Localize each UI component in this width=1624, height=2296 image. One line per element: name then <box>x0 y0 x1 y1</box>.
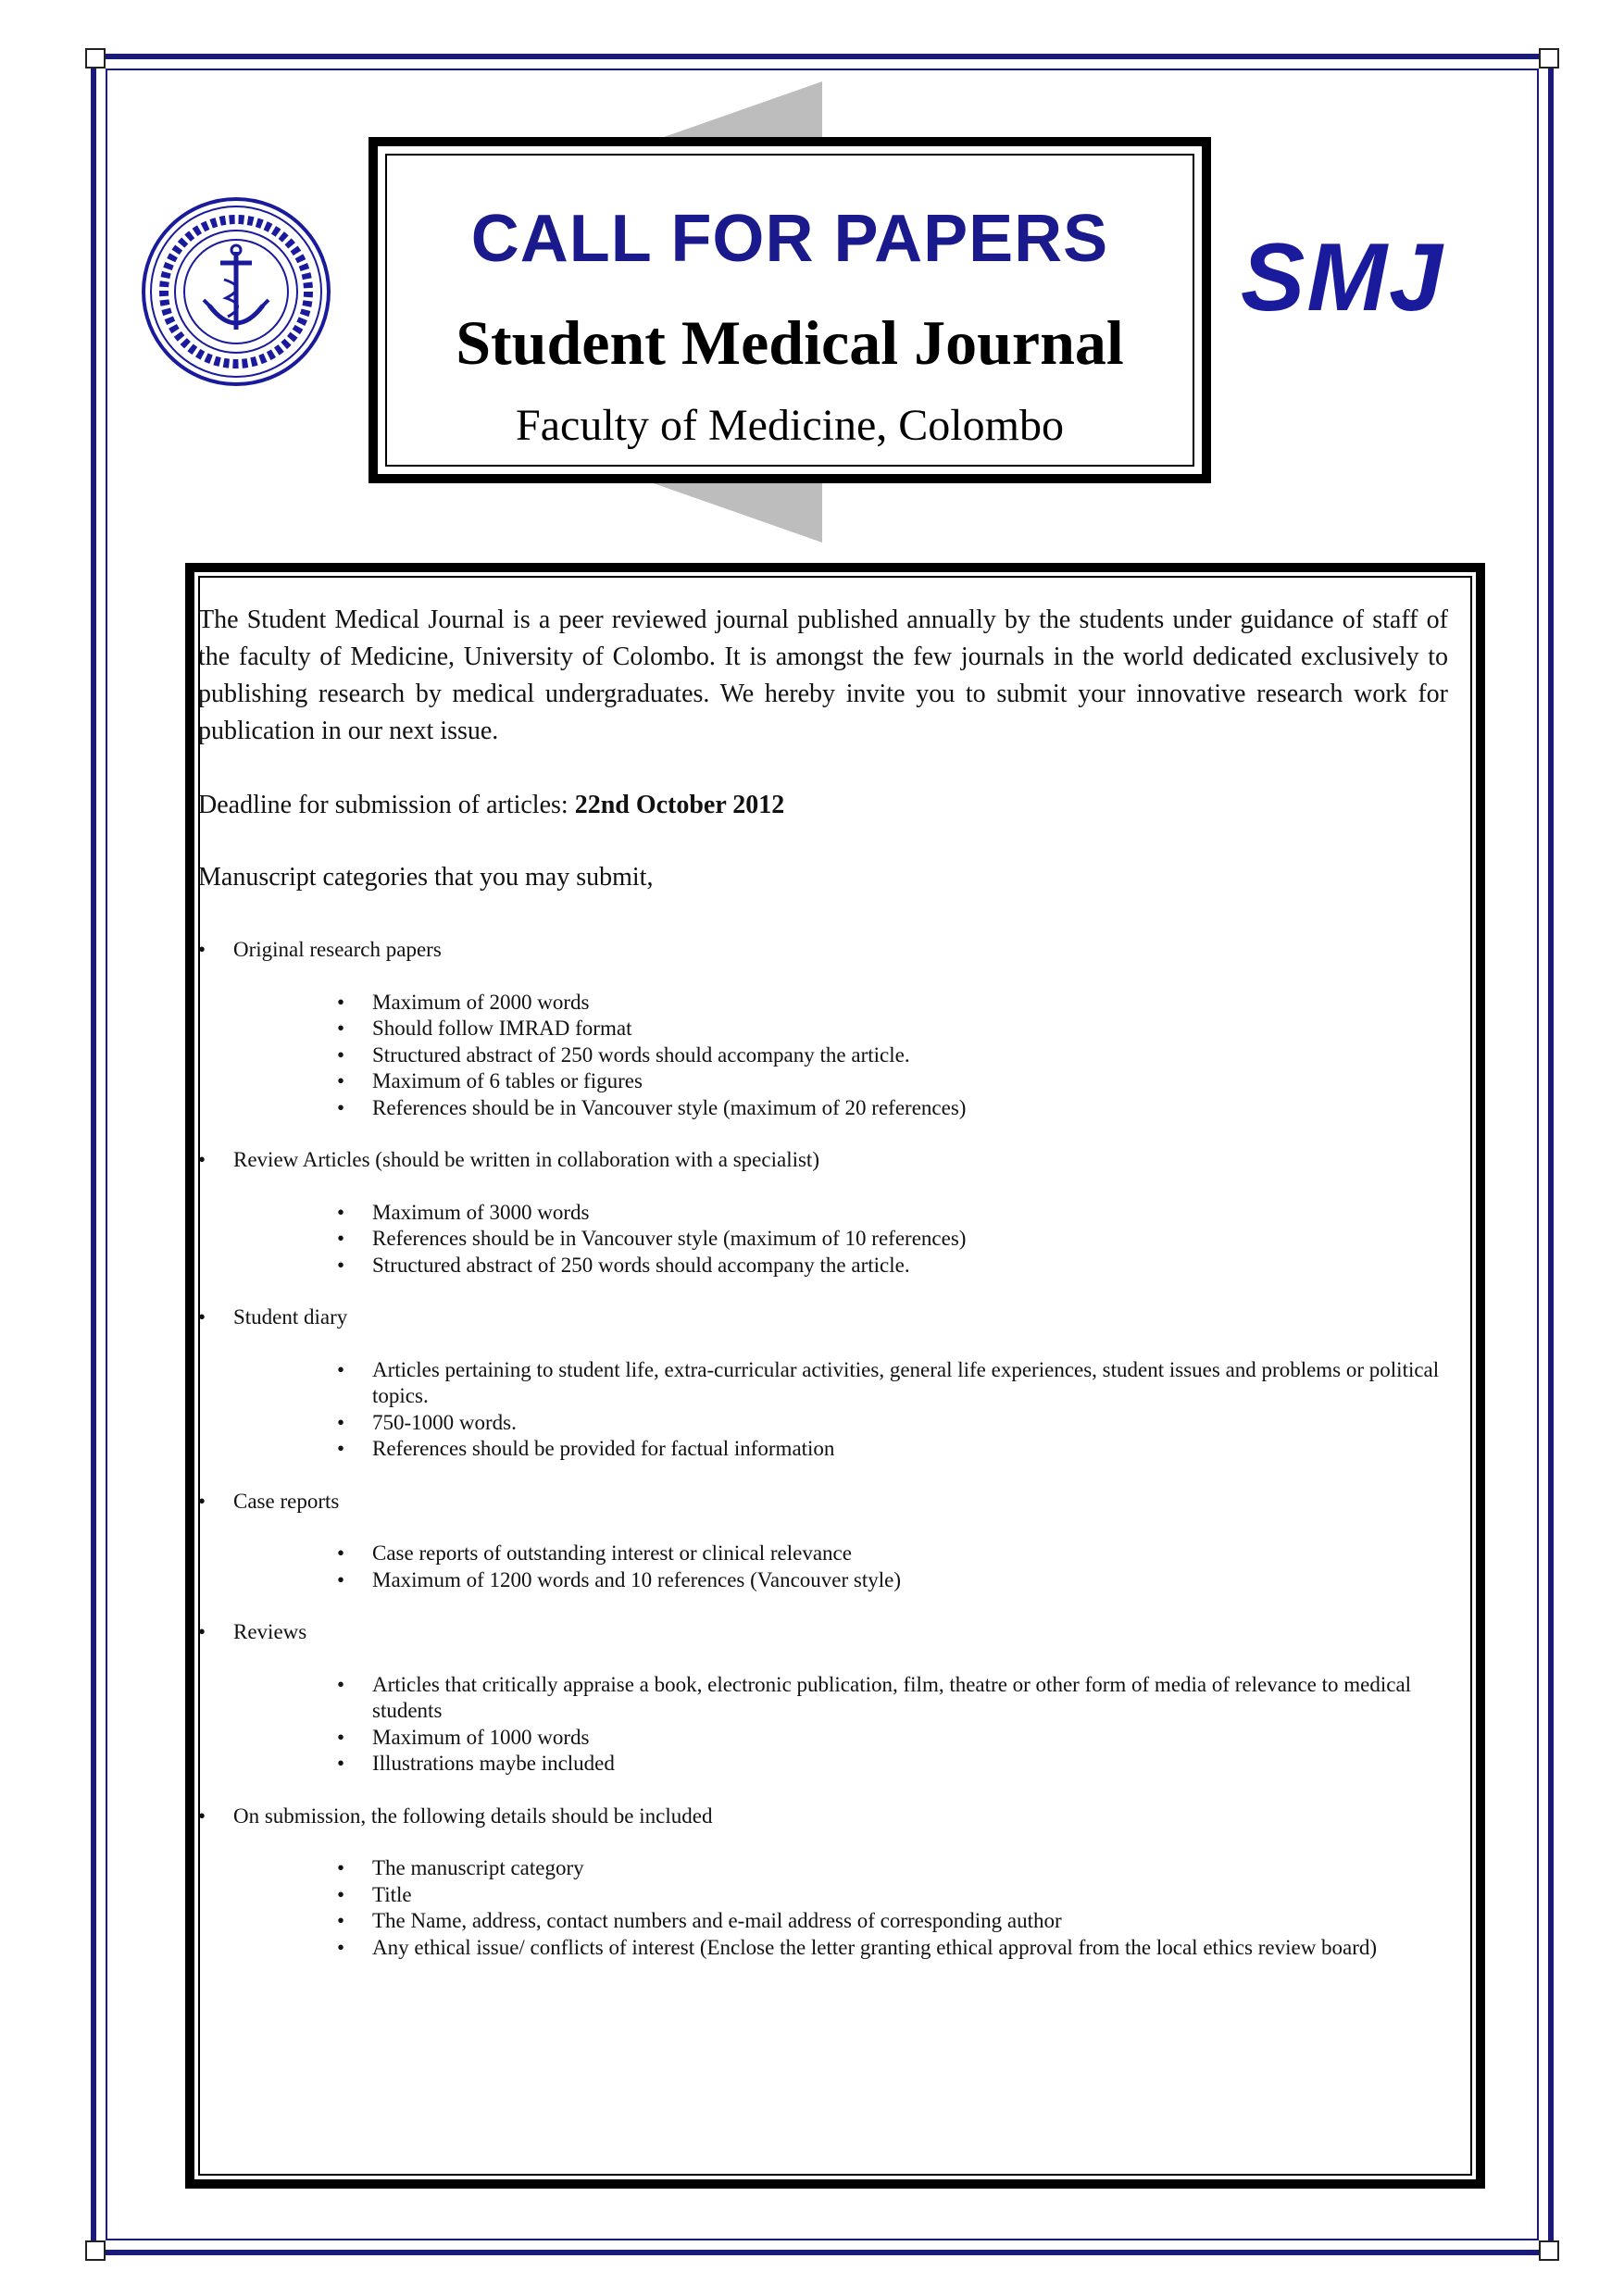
intro-paragraph: The Student Medical Journal is a peer reviewed journal published annually by the students under guidance of staff of the faculty of Medicine, University of Colombo. It is amongst the few journals in the world dedicated exclusively to publishing research by medical undergraduates. We hereby invite you to submit your innovative research work for publication in our next issue. <box>198 605 1448 745</box>
faculty-name: Faculty of Medicine, Colombo <box>516 401 1064 450</box>
category-title: Student diary <box>233 1305 348 1329</box>
category-title: Case reports <box>233 1489 340 1513</box>
category-title: Reviews <box>233 1620 307 1643</box>
list-item: • References should be in Vancouver style (maximum of 10 references) <box>337 1226 1448 1253</box>
list-item <box>198 937 1448 1121</box>
smj-logo: SMJ <box>1241 224 1444 331</box>
list-item: • Any ethical issue/ conflicts of interest (Enclose the letter granting ethical approval from the local ethics review board) <box>337 1935 1448 1962</box>
list-item: • Maximum of 2000 words <box>337 990 1448 1017</box>
decor-triangle-bottom <box>648 481 822 543</box>
list-item: • The manuscript category <box>337 1855 1448 1882</box>
deadline-line <box>198 787 1448 824</box>
list-item <box>198 1619 1448 1778</box>
list-item: • Maximum of 6 tables or figures <box>337 1068 1448 1095</box>
list-item: • Structured abstract of 250 words should accompany the article. <box>337 1253 1448 1279</box>
list-item: • Structured abstract of 250 words should accompany the article. <box>337 1042 1448 1069</box>
list-item: • The Name, address, contact numbers and e-mail address of corresponding author <box>337 1908 1448 1935</box>
corner-ornament <box>1539 2240 1559 2261</box>
corner-ornament <box>85 48 106 69</box>
deadline-date: 22nd October 2012 <box>574 791 785 819</box>
list-item: • Title <box>337 1882 1448 1909</box>
list-item: • References should be provided for factual information <box>337 1436 1448 1463</box>
list-item <box>198 1304 1448 1463</box>
deadline-label: Deadline for submission of articles: <box>198 791 575 819</box>
decor-triangle-top <box>648 81 822 143</box>
page-title: CALL FOR PAPERS <box>470 202 1109 276</box>
journal-name: Student Medical Journal <box>456 307 1124 378</box>
list-item: • 750-1000 words. <box>337 1410 1448 1437</box>
list-item: • Maximum of 3000 words <box>337 1200 1448 1227</box>
list-item: • Articles that critically appraise a book, electronic publication, film, theatre or other form of media of relevance to medical students <box>337 1672 1448 1725</box>
list-item: • Case reports of outstanding interest or clinical relevance <box>337 1541 1448 1567</box>
category-title: Original research papers <box>233 938 442 961</box>
university-seal-anchor-icon <box>139 194 333 389</box>
list-item <box>198 1803 1448 1962</box>
list-item: • Articles pertaining to student life, extra-curricular activities, general life experiences, student issues and problems or political topics. <box>337 1357 1448 1410</box>
categories-intro: Manuscript categories that you may submit, <box>198 863 654 892</box>
category-title: Review Articles (should be written in collaboration with a specialist) <box>233 1148 819 1171</box>
category-list <box>198 937 1448 1961</box>
list-item <box>198 1489 1448 1594</box>
list-item: • Maximum of 1200 words and 10 references (Vancouver style) <box>337 1567 1448 1594</box>
list-item: • Illustrations maybe included <box>337 1751 1448 1778</box>
list-item: • References should be in Vancouver style (maximum of 20 references) <box>337 1095 1448 1122</box>
corner-ornament <box>85 2240 106 2261</box>
list-item: • Maximum of 1000 words <box>337 1725 1448 1752</box>
list-item <box>198 1147 1448 1279</box>
list-item: • Should follow IMRAD format <box>337 1016 1448 1042</box>
corner-ornament <box>1539 48 1559 69</box>
content-body <box>198 602 1448 1987</box>
category-title: On submission, the following details should be included <box>233 1803 713 1828</box>
